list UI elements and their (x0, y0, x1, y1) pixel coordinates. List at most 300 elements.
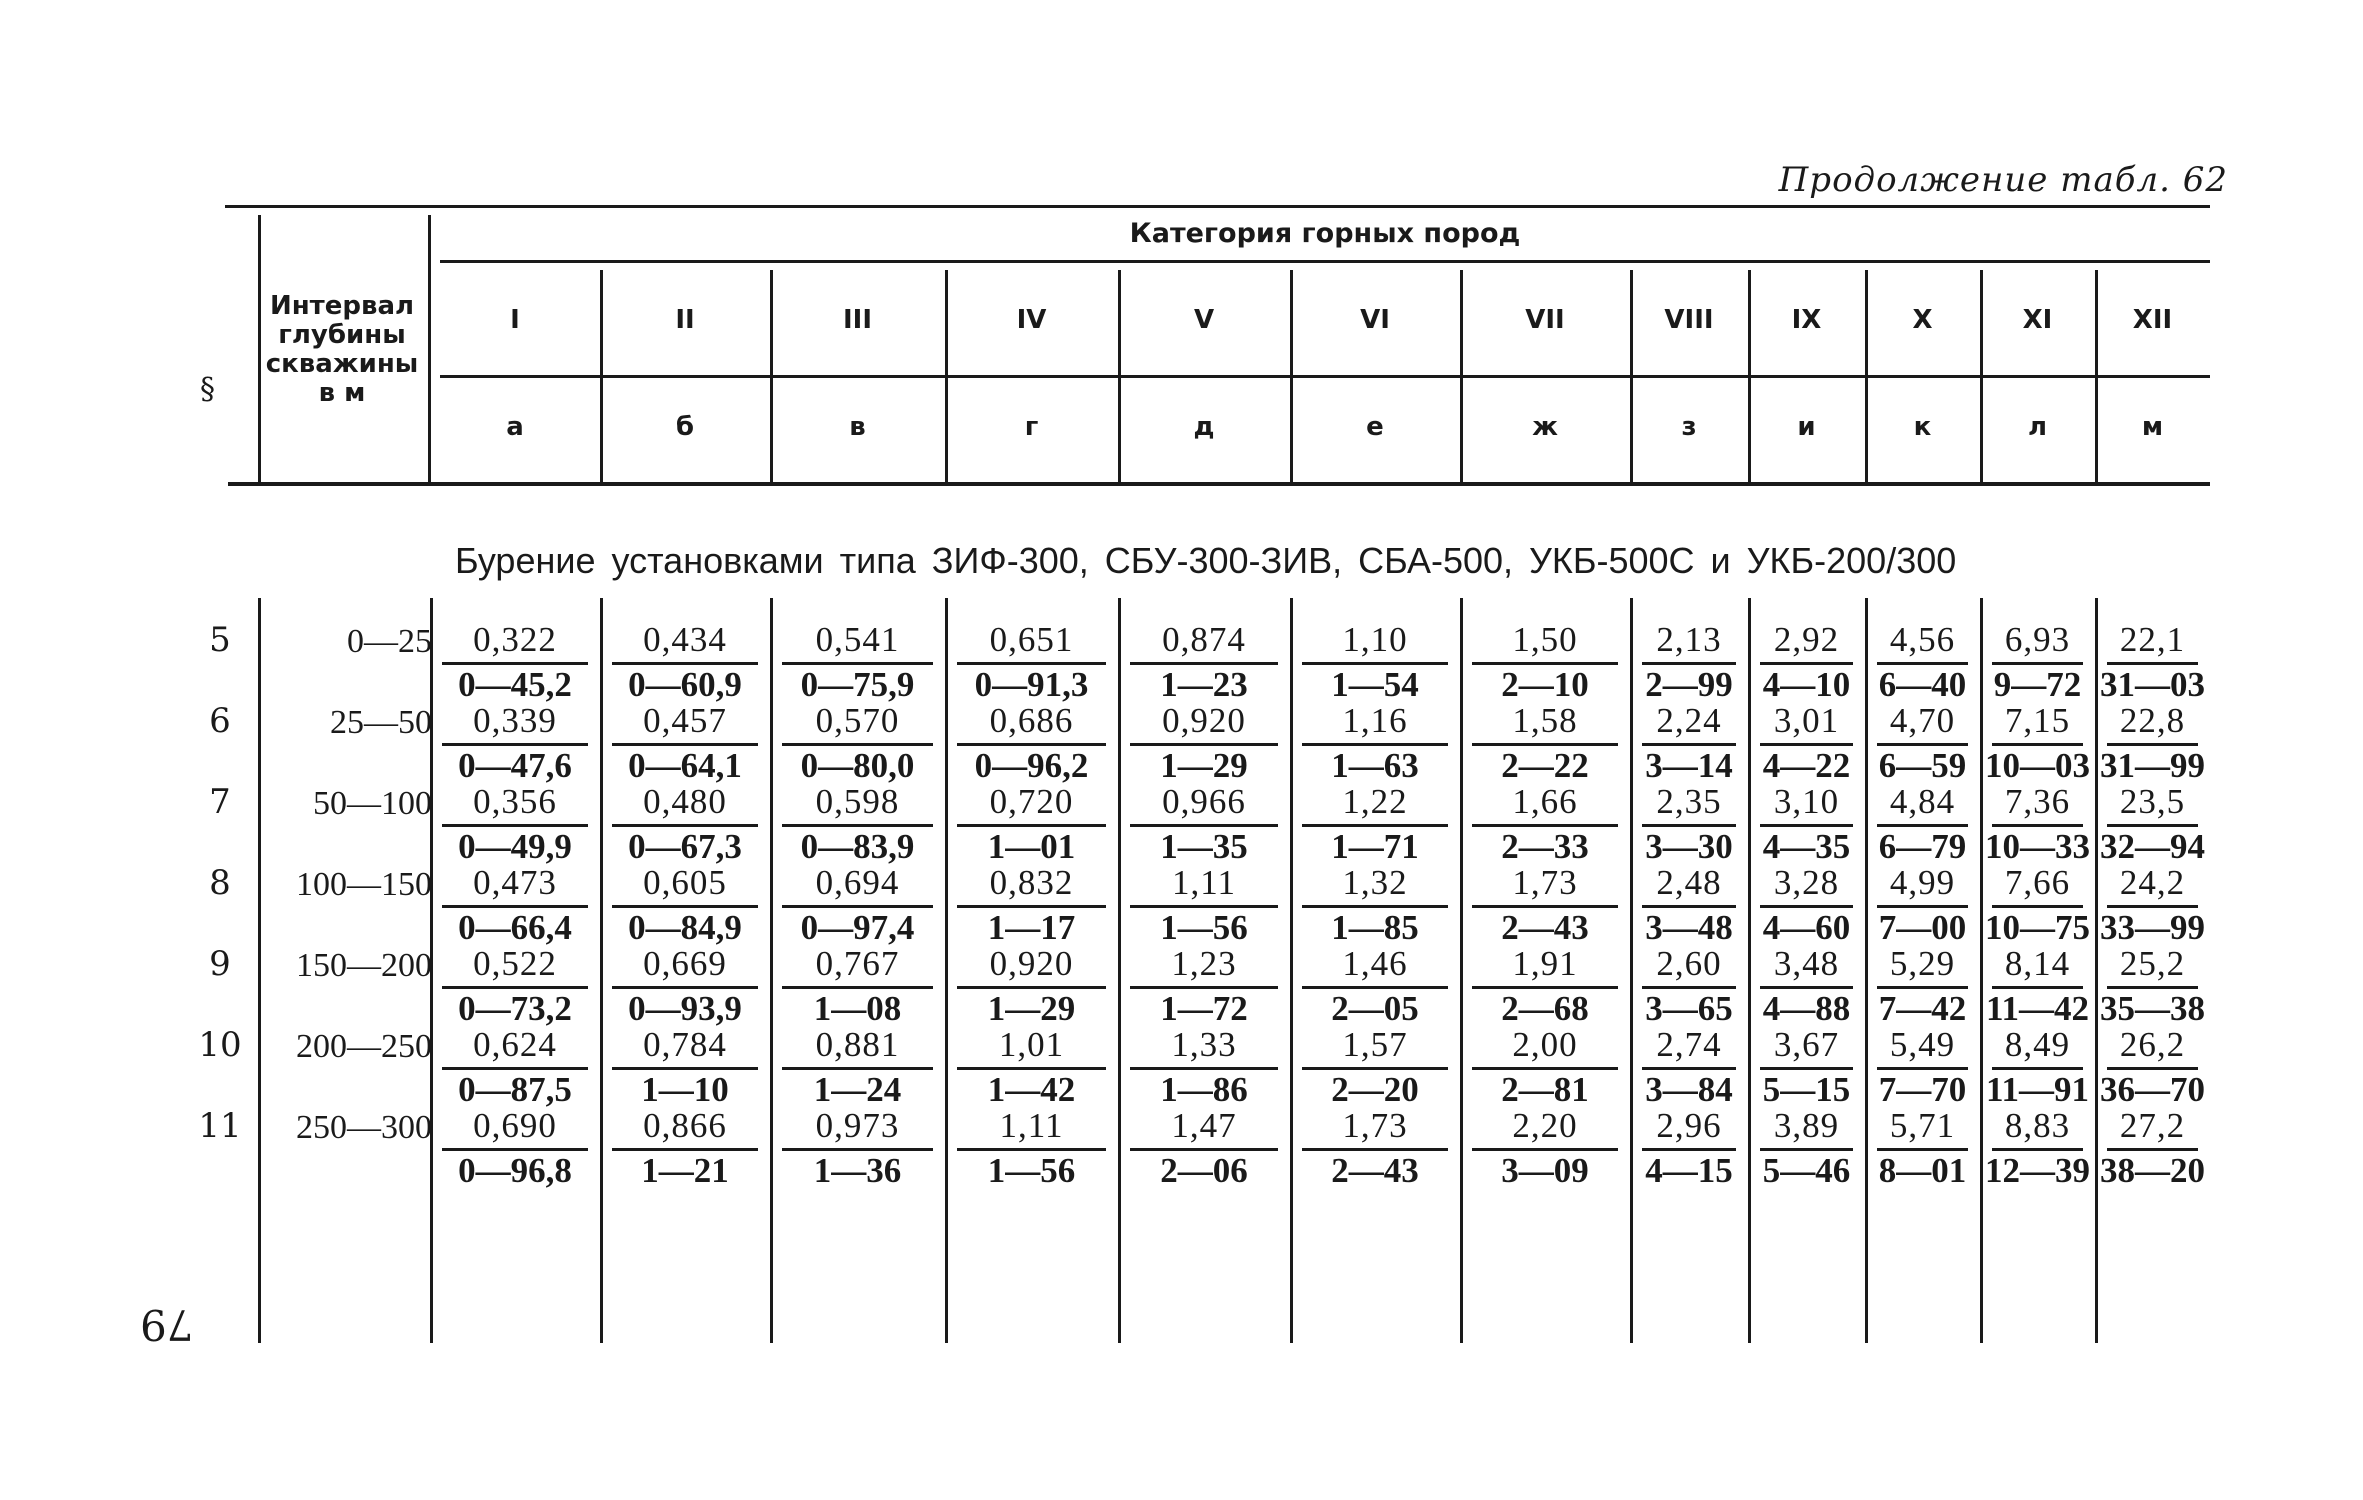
header-divider (2095, 270, 2098, 482)
table-cell (434, 701, 596, 786)
table-cell (774, 944, 941, 1029)
table-cell (1869, 620, 1976, 705)
cell-rate-value: 0,920 (989, 944, 1074, 983)
cell-rate-value: 0,686 (989, 701, 1074, 740)
cell-time-value: 6—40 (1878, 665, 1967, 704)
cell-rate-value: 1,10 (1342, 620, 1408, 659)
category-letter-label: ж (1532, 412, 1558, 442)
cell-rate-value: 0,651 (989, 620, 1074, 659)
cell-time-value: 2—20 (1331, 1070, 1419, 1109)
cell-rate-value: 1,16 (1342, 701, 1408, 740)
cell-time-value: 0—67,3 (628, 827, 742, 866)
table-cell (434, 782, 596, 867)
category-letter-label: б (675, 412, 695, 442)
cell-time-value: 0—96,2 (974, 746, 1089, 785)
header-divider (945, 270, 948, 482)
table-cell (774, 1106, 941, 1191)
category-roman-label: X (1912, 305, 1933, 335)
cell-rate-value: 0,690 (473, 1106, 557, 1145)
cell-time-value: 1—08 (813, 989, 902, 1028)
cell-rate-value: 8,14 (2004, 944, 2071, 983)
cell-time-value: 1—35 (1160, 827, 1248, 866)
cell-time-value: 4—88 (1762, 989, 1851, 1028)
cell-rate-value: 1,73 (1342, 1106, 1408, 1145)
body-divider (945, 598, 948, 1343)
cell-time-value: 1—29 (1160, 746, 1248, 785)
cell-time-value: 2—81 (1501, 1070, 1589, 1109)
cell-time-value: 1—24 (813, 1070, 902, 1109)
header-bottom-rule (228, 482, 2210, 486)
cell-time-value: 10—75 (1985, 908, 2090, 947)
row-depth-interval: 250—300 (296, 1109, 432, 1146)
table-cell (1294, 1106, 1456, 1191)
table-cell (949, 863, 1114, 948)
table-cell (2099, 1025, 2206, 1110)
cell-time-value: 2—43 (1331, 1151, 1419, 1190)
table-cell (774, 701, 941, 786)
cell-time-value: 0—83,9 (800, 827, 915, 866)
cell-rate-value: 7,15 (2004, 701, 2071, 740)
cell-time-value: 2—99 (1645, 665, 1733, 704)
table-continuation-caption: Продолжение табл. 62 (1778, 160, 2228, 200)
body-divider (1630, 598, 1633, 1343)
cell-time-value: 3—65 (1645, 989, 1733, 1028)
cell-time-value: 0—96,8 (458, 1151, 572, 1190)
row-depth-interval: 25—50 (330, 704, 432, 741)
cell-time-value: 31—03 (2100, 665, 2205, 704)
table-cell (1752, 944, 1861, 1029)
cell-rate-value: 1,11 (999, 1106, 1064, 1145)
interval-header-line: Интервал (269, 291, 415, 321)
cell-rate-value: 26,2 (2119, 1025, 2186, 1064)
cell-rate-value: 2,35 (1656, 782, 1722, 821)
cell-time-value: 0—93,9 (628, 989, 742, 1028)
header-divider (1865, 270, 1868, 482)
cell-time-value: 3—30 (1645, 827, 1733, 866)
table-cell (1752, 863, 1861, 948)
cell-time-value: 7—00 (1878, 908, 1967, 947)
table-cell (1984, 1025, 2091, 1110)
cell-rate-value: 1,47 (1171, 1106, 1237, 1145)
table-cell (434, 620, 596, 705)
page-number: 79 (140, 1300, 194, 1349)
table-cell (949, 620, 1114, 705)
cell-rate-value: 0,874 (1162, 620, 1246, 659)
table-cell (604, 782, 766, 867)
row-depth-interval: 200—250 (296, 1028, 432, 1065)
header-divider (1980, 270, 1983, 482)
cell-rate-value: 3,10 (1773, 782, 1840, 821)
cell-rate-value: 0,720 (989, 782, 1074, 821)
table-cell (1294, 944, 1456, 1029)
table-cell (604, 1106, 766, 1191)
category-roman-label: IV (1016, 305, 1047, 335)
table-cell (1294, 782, 1456, 867)
table-cell (1752, 701, 1861, 786)
category-roman-label: XII (2132, 305, 2173, 335)
table-cell (1752, 1106, 1861, 1191)
cell-rate-value: 22,1 (2119, 620, 2186, 659)
cell-rate-value: 0,473 (473, 863, 557, 902)
table-cell (1634, 782, 1744, 867)
category-title-rule (440, 260, 2210, 263)
cell-rate-value: 0,866 (643, 1106, 727, 1145)
cell-time-value: 0—91,3 (974, 665, 1089, 704)
row-section-number: 6 (209, 701, 231, 741)
cell-rate-value: 1,23 (1171, 944, 1237, 983)
section-header: § (200, 372, 215, 407)
body-divider (1980, 598, 1983, 1343)
cell-time-value: 1—01 (987, 827, 1076, 866)
table-cell (1984, 1106, 2091, 1191)
table-cell (1869, 1025, 1976, 1110)
cell-rate-value: 1,32 (1342, 863, 1408, 902)
cell-rate-value: 4,70 (1889, 701, 1956, 740)
cell-time-value: 1—23 (1160, 665, 1248, 704)
cell-time-value: 5—15 (1762, 1070, 1851, 1109)
header-divider (1118, 270, 1121, 482)
table-cell (1869, 1106, 1976, 1191)
cell-time-value: 4—22 (1762, 746, 1851, 785)
table-cell (1869, 863, 1976, 948)
table-cell (1869, 782, 1976, 867)
table-cell (2099, 863, 2206, 948)
cell-time-value: 33—99 (2100, 908, 2205, 947)
cell-rate-value: 0,480 (643, 782, 727, 821)
interval-header-line: скважины (265, 349, 419, 379)
cell-time-value: 5—46 (1762, 1151, 1851, 1190)
cell-rate-value: 3,01 (1773, 701, 1840, 740)
cell-time-value: 3—09 (1501, 1151, 1589, 1190)
cell-rate-value: 22,8 (2119, 701, 2186, 740)
category-roman-label: V (1193, 305, 1215, 335)
cell-rate-value: 1,73 (1512, 863, 1578, 902)
cell-time-value: 32—94 (2100, 827, 2205, 866)
cell-time-value: 1—86 (1160, 1070, 1248, 1109)
table-cell (2099, 701, 2206, 786)
row-section-number: 9 (209, 944, 231, 984)
table-cell (949, 1106, 1114, 1191)
cell-rate-value: 0,339 (473, 701, 557, 740)
category-roman-label: VI (1360, 305, 1390, 335)
cell-rate-value: 1,22 (1342, 782, 1408, 821)
cell-time-value: 1—36 (813, 1151, 902, 1190)
cell-rate-value: 1,50 (1512, 620, 1578, 659)
body-divider (258, 598, 261, 1343)
table-cell (2099, 1106, 2206, 1191)
category-letter-label: и (1797, 412, 1816, 442)
cell-rate-value: 0,694 (815, 863, 900, 902)
table-cell (434, 1025, 596, 1110)
cell-rate-value: 0,973 (815, 1106, 900, 1145)
category-letter-label: к (1913, 412, 1932, 442)
header-divider (1460, 270, 1463, 482)
table-cell (774, 863, 941, 948)
table-cell (1122, 863, 1286, 948)
cell-time-value: 0—73,2 (458, 989, 572, 1028)
cell-time-value: 0—87,5 (458, 1070, 572, 1109)
category-roman-label: II (675, 305, 695, 335)
cell-rate-value: 1,91 (1512, 944, 1578, 983)
body-divider (1748, 598, 1751, 1343)
cell-rate-value: 0,522 (473, 944, 557, 983)
cell-time-value: 6—59 (1878, 746, 1967, 785)
table-cell (1464, 944, 1626, 1029)
cell-rate-value: 8,49 (2004, 1025, 2071, 1064)
cell-rate-value: 1,33 (1171, 1025, 1237, 1064)
body-divider (1118, 598, 1121, 1343)
table-cell (1752, 782, 1861, 867)
cell-rate-value: 0,881 (815, 1025, 900, 1064)
category-roman-label: VII (1525, 305, 1565, 335)
table-cell (1464, 620, 1626, 705)
cell-rate-value: 2,48 (1656, 863, 1722, 902)
cell-time-value: 0—84,9 (628, 908, 742, 947)
interval-header (262, 292, 422, 408)
cell-rate-value: 3,48 (1773, 944, 1840, 983)
cell-time-value: 2—33 (1501, 827, 1589, 866)
category-roman-label: XI (2022, 305, 2053, 335)
cell-rate-value: 2,96 (1656, 1106, 1722, 1145)
roman-row-rule (440, 375, 2210, 378)
cell-rate-value: 0,570 (815, 701, 900, 740)
header-divider (258, 215, 261, 482)
cell-time-value: 1—56 (1160, 908, 1248, 947)
row-depth-interval: 150—200 (296, 947, 432, 984)
category-letter-label: в (849, 412, 866, 442)
row-section-number: 10 (198, 1025, 242, 1065)
cell-rate-value: 4,56 (1889, 620, 1956, 659)
cell-time-value: 0—45,2 (458, 665, 572, 704)
row-section-number: 11 (198, 1106, 242, 1146)
table-cell (604, 701, 766, 786)
category-letter-label: е (1366, 412, 1384, 442)
cell-time-value: 1—21 (641, 1151, 729, 1190)
header-divider (1630, 270, 1633, 482)
cell-time-value: 0—66,4 (458, 908, 572, 947)
cell-rate-value: 2,74 (1656, 1025, 1722, 1064)
table-cell (604, 863, 766, 948)
table-cell (1464, 782, 1626, 867)
cell-time-value: 0—64,1 (628, 746, 742, 785)
cell-rate-value: 0,832 (989, 863, 1074, 902)
row-section-number: 5 (209, 620, 231, 660)
table-cell (1984, 701, 2091, 786)
row-depth-interval: 0—25 (347, 623, 432, 660)
cell-time-value: 2—43 (1501, 908, 1589, 947)
interval-header-line: глубины (278, 320, 406, 350)
section-subtitle: Бурение установками типа ЗИФ-300, СБУ-300-ЗИВ, СБА-500, УКБ-500С и УКБ-200/300 (455, 540, 1957, 581)
cell-time-value: 9—72 (1993, 665, 2082, 704)
table-cell (1464, 1025, 1626, 1110)
cell-rate-value: 1,66 (1512, 782, 1578, 821)
cell-rate-value: 6,93 (2004, 620, 2071, 659)
cell-time-value: 7—42 (1878, 989, 1967, 1028)
table-cell (1984, 782, 2091, 867)
cell-time-value: 3—48 (1645, 908, 1733, 947)
cell-time-value: 2—68 (1501, 989, 1589, 1028)
table-cell (1869, 944, 1976, 1029)
cell-time-value: 0—49,9 (458, 827, 572, 866)
cell-time-value: 11—42 (1985, 989, 2090, 1028)
cell-time-value: 2—10 (1501, 665, 1589, 704)
cell-rate-value: 0,605 (643, 863, 727, 902)
row-depth-interval: 50—100 (313, 785, 432, 822)
cell-rate-value: 4,99 (1889, 863, 1956, 902)
cell-rate-value: 0,624 (473, 1025, 557, 1064)
cell-rate-value: 23,5 (2119, 782, 2186, 821)
category-roman-label: III (842, 305, 873, 335)
body-divider (1865, 598, 1868, 1343)
cell-time-value: 3—14 (1645, 746, 1733, 785)
cell-time-value: 10—33 (1985, 827, 2090, 866)
cell-time-value: 1—72 (1160, 989, 1248, 1028)
category-letter-label: а (506, 412, 524, 442)
cell-rate-value: 0,322 (473, 620, 557, 659)
table-cell (2099, 620, 2206, 705)
cell-time-value: 1—54 (1331, 665, 1419, 704)
cell-time-value: 1—29 (987, 989, 1076, 1028)
cell-rate-value: 7,66 (2004, 863, 2071, 902)
table-cell (1634, 863, 1744, 948)
cell-rate-value: 8,83 (2004, 1106, 2071, 1145)
row-section-number: 7 (209, 782, 231, 822)
table-cell (1984, 863, 2091, 948)
cell-rate-value: 1,11 (1172, 863, 1236, 902)
cell-rate-value: 2,60 (1656, 944, 1722, 983)
header-top-rule (225, 205, 2210, 208)
cell-time-value: 1—71 (1331, 827, 1419, 866)
category-letter-label: г (1024, 412, 1039, 442)
cell-time-value: 2—06 (1160, 1151, 1248, 1190)
cell-rate-value: 1,01 (998, 1025, 1065, 1064)
body-divider (770, 598, 773, 1343)
cell-rate-value: 0,356 (473, 782, 557, 821)
cell-rate-value: 0,767 (815, 944, 900, 983)
cell-rate-value: 1,58 (1512, 701, 1578, 740)
category-letter-label: з (1681, 412, 1697, 442)
cell-rate-value: 27,2 (2119, 1106, 2186, 1145)
header-divider (1290, 270, 1293, 482)
cell-time-value: 36—70 (2100, 1070, 2205, 1109)
table-cell (1464, 863, 1626, 948)
cell-time-value: 12—39 (1985, 1151, 2090, 1190)
header-divider (1748, 270, 1751, 482)
table-cell (1122, 1106, 1286, 1191)
cell-time-value: 1—10 (641, 1070, 729, 1109)
table-cell (1984, 944, 2091, 1029)
interval-header-line: в м (318, 378, 366, 408)
cell-rate-value: 25,2 (2119, 944, 2186, 983)
table-cell (1634, 1025, 1744, 1110)
cell-rate-value: 1,46 (1342, 944, 1408, 983)
category-letter-label: д (1193, 412, 1215, 442)
cell-time-value: 1—85 (1331, 908, 1419, 947)
cell-rate-value: 5,71 (1889, 1106, 1956, 1145)
table-cell (1294, 1025, 1456, 1110)
cell-rate-value: 3,28 (1773, 863, 1840, 902)
cell-rate-value: 0,598 (815, 782, 900, 821)
table-cell (604, 620, 766, 705)
cell-rate-value: 3,89 (1773, 1106, 1840, 1145)
table-cell (1752, 620, 1861, 705)
category-roman-label: IX (1791, 305, 1822, 335)
category-title: Категория горных пород (1129, 218, 1521, 249)
cell-time-value: 0—47,6 (458, 746, 572, 785)
table-cell (774, 620, 941, 705)
cell-time-value: 38—20 (2100, 1151, 2205, 1190)
table-cell (774, 1025, 941, 1110)
category-letter-label: м (2141, 412, 2164, 442)
cell-rate-value: 2,24 (1656, 701, 1722, 740)
cell-rate-value: 24,2 (2119, 863, 2186, 902)
cell-time-value: 0—60,9 (628, 665, 742, 704)
table-cell (1294, 863, 1456, 948)
table-cell (1634, 944, 1744, 1029)
table-cell (434, 1106, 596, 1191)
table-cell (604, 944, 766, 1029)
table-cell (1122, 701, 1286, 786)
cell-time-value: 31—99 (2100, 746, 2205, 785)
table-cell (1752, 1025, 1861, 1110)
table-cell (1122, 1025, 1286, 1110)
cell-time-value: 6—79 (1878, 827, 1967, 866)
cell-rate-value: 0,434 (643, 620, 727, 659)
row-depth-interval: 100—150 (296, 866, 432, 903)
cell-time-value: 8—01 (1878, 1151, 1967, 1190)
body-divider (2095, 598, 2098, 1343)
cell-time-value: 4—15 (1645, 1151, 1733, 1190)
cell-rate-value: 0,669 (643, 944, 727, 983)
table-cell (1634, 1106, 1744, 1191)
table-cell (949, 782, 1114, 867)
table-cell (1294, 701, 1456, 786)
cell-time-value: 35—38 (2100, 989, 2205, 1028)
cell-rate-value: 0,457 (643, 701, 727, 740)
cell-time-value: 11—91 (1985, 1070, 2090, 1109)
category-roman-label: VIII (1664, 305, 1714, 335)
cell-rate-value: 3,67 (1773, 1025, 1840, 1064)
cell-time-value: 1—56 (987, 1151, 1076, 1190)
cell-rate-value: 4,84 (1889, 782, 1956, 821)
table-cell (434, 863, 596, 948)
table-cell (949, 944, 1114, 1029)
header-divider (770, 270, 773, 482)
cell-time-value: 1—17 (987, 908, 1076, 947)
cell-time-value: 4—10 (1762, 665, 1851, 704)
cell-rate-value: 2,00 (1512, 1025, 1578, 1064)
table-cell (1634, 620, 1744, 705)
cell-time-value: 1—42 (987, 1070, 1076, 1109)
category-letter-label: л (2027, 412, 2048, 442)
table-cell (1464, 701, 1626, 786)
table-cell (774, 782, 941, 867)
cell-rate-value: 5,29 (1889, 944, 1956, 983)
table-cell (949, 701, 1114, 786)
table-cell (1122, 944, 1286, 1029)
cell-time-value: 3—84 (1645, 1070, 1733, 1109)
table-cell (604, 1025, 766, 1110)
category-roman-label: I (510, 305, 520, 335)
table-cell (1984, 620, 2091, 705)
cell-time-value: 0—97,4 (800, 908, 915, 947)
cell-time-value: 1—63 (1331, 746, 1419, 785)
table-cell (2099, 782, 2206, 867)
cell-rate-value: 0,966 (1162, 782, 1246, 821)
cell-rate-value: 2,13 (1656, 620, 1722, 659)
body-divider (600, 598, 603, 1343)
cell-rate-value: 0,920 (1162, 701, 1246, 740)
